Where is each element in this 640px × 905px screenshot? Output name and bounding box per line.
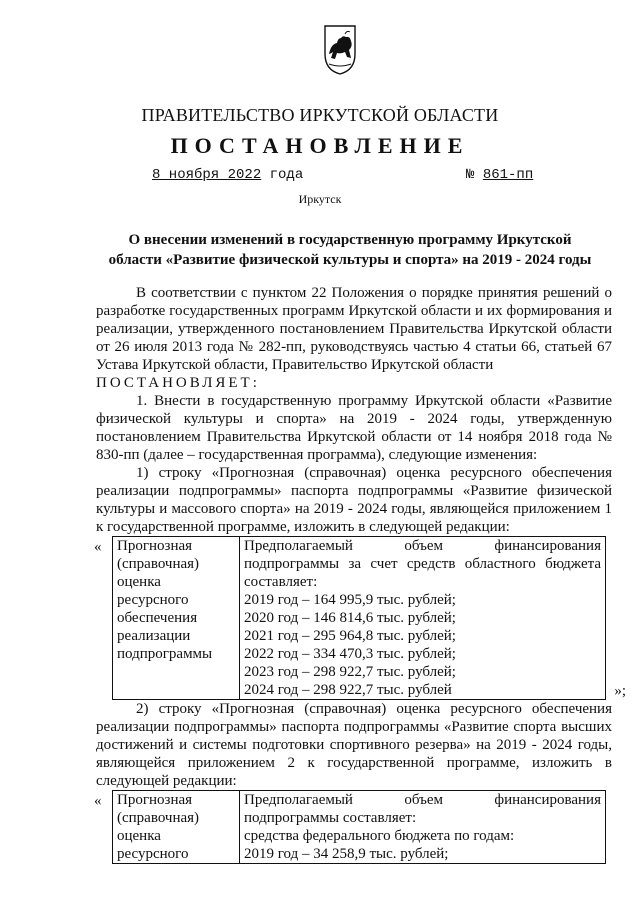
subitem-2-paragraph: 2) строку «Прогнозная (справочная) оценка ресурсного обеспечения реализации подпрограммы» паспорта подпрограммы «Развитие спорта высших достижений и системы подготовки спортивного резерва» на 2019 - 2024 годы, являющейся приложением 2 к государственной программе, изложить в следующей редакции: (96, 701, 612, 789)
document-date (152, 167, 303, 183)
row-value-cell (240, 791, 606, 864)
label-line: ресурсного (117, 846, 189, 862)
row-value-cell (240, 537, 606, 700)
number-prefix: № (466, 167, 475, 183)
row-label-cell (113, 791, 240, 864)
document-type: ПОСТАНОВЛЕНИЕ (170, 133, 470, 158)
subject-heading (100, 230, 600, 270)
postanovlyaet-word: ПОСТАНОВЛЯЕТ: (96, 375, 260, 391)
year-amount: 2020 год – 146 814,6 тыс. рублей; (244, 610, 456, 626)
label-line: обеспечения (117, 610, 198, 626)
table-row (113, 791, 606, 864)
close-quote: »; (614, 683, 626, 699)
number-value: 861-пп (482, 167, 534, 183)
open-quote: « (94, 539, 102, 555)
year-amount: 2021 год – 295 964,8 тыс. рублей; (244, 628, 456, 644)
label-line: Прогнозная (117, 538, 193, 554)
label-line: Прогнозная (117, 792, 193, 808)
year-amount: 2022 год – 334 470,3 тыс. рублей; (244, 646, 456, 662)
year-amount: 2019 год – 34 258,9 тыс. рублей; (244, 846, 449, 862)
label-line: ресурсного (117, 592, 189, 608)
funding-intro: Предполагаемый объем финансирования подпрограммы за счет средств областного бюджета составляет: (244, 538, 601, 590)
year-amount: 2023 год – 298 922,7 тыс. рублей; (244, 664, 456, 680)
label-line: (справочная) (117, 810, 200, 826)
city: Иркутск (298, 192, 342, 206)
label-line: подпрограммы (117, 646, 213, 662)
subitem-1-paragraph: 1) строку «Прогнозная (справочная) оценка ресурсного обеспечения реализации подпрограммы» паспорта подпрограммы «Развитие физической культуры и массового спорта» на 2019 - 2024 годы, являющейся приложением 1 к государственной программе, изложить в следующей редакции: (96, 465, 612, 535)
irkutsk-coat-of-arms-icon (323, 24, 357, 76)
funding-table-2 (112, 790, 606, 864)
funding-source: средства федерального бюджета по годам: (244, 828, 515, 844)
year-amount: 2024 год – 298 922,7 тыс. рублей (244, 682, 452, 698)
funding-table-1 (112, 536, 606, 700)
preamble-paragraph: В соответствии с пунктом 22 Положения о порядке принятия решений о разработке государственных программ Иркутской области и их формирования и реализации, утвержденного постановлением Правительства Иркутской области от 26 июля 2013 года № 282-пп, руководствуясь частью 4 статьи 66, статьей 67 Устава Иркутской области, Правительство Иркутской области (96, 285, 612, 373)
table-row (113, 537, 606, 700)
funding-table-2-block (96, 790, 612, 864)
subject-line-1: О внесении изменений в государственную программу Иркутской (128, 232, 572, 248)
row-label-cell (113, 537, 240, 700)
funding-table-1-block (94, 536, 626, 700)
label-line: (справочная) (117, 556, 200, 572)
document-body (94, 284, 626, 864)
label-line: оценка (117, 828, 161, 844)
year-amount: 2019 год – 164 995,9 тыс. рублей; (244, 592, 456, 608)
date-value: 8 ноября 2022 (152, 167, 262, 183)
date-suffix: года (269, 167, 304, 183)
subject-line-2: области «Развитие физической культуры и спорта» на 2019 - 2024 годы (108, 252, 592, 268)
item-1-paragraph: 1. Внести в государственную программу Иркутской области «Развитие физической культуры и спорта» на 2019 - 2024 годы, утвержденную постановлением Правительства Иркутской области от 14 ноября 2018 года № 830-пп (далее – государственная программа), следующие изменения: (96, 393, 612, 463)
government-name: ПРАВИТЕЛЬСТВО ИРКУТСКОЙ ОБЛАСТИ (141, 105, 499, 125)
label-line: оценка (117, 574, 161, 590)
open-quote: « (94, 793, 102, 809)
document-number (466, 167, 533, 183)
label-line: реализации (117, 628, 191, 644)
funding-intro: Предполагаемый объем финансирования подпрограммы составляет: (244, 792, 601, 826)
